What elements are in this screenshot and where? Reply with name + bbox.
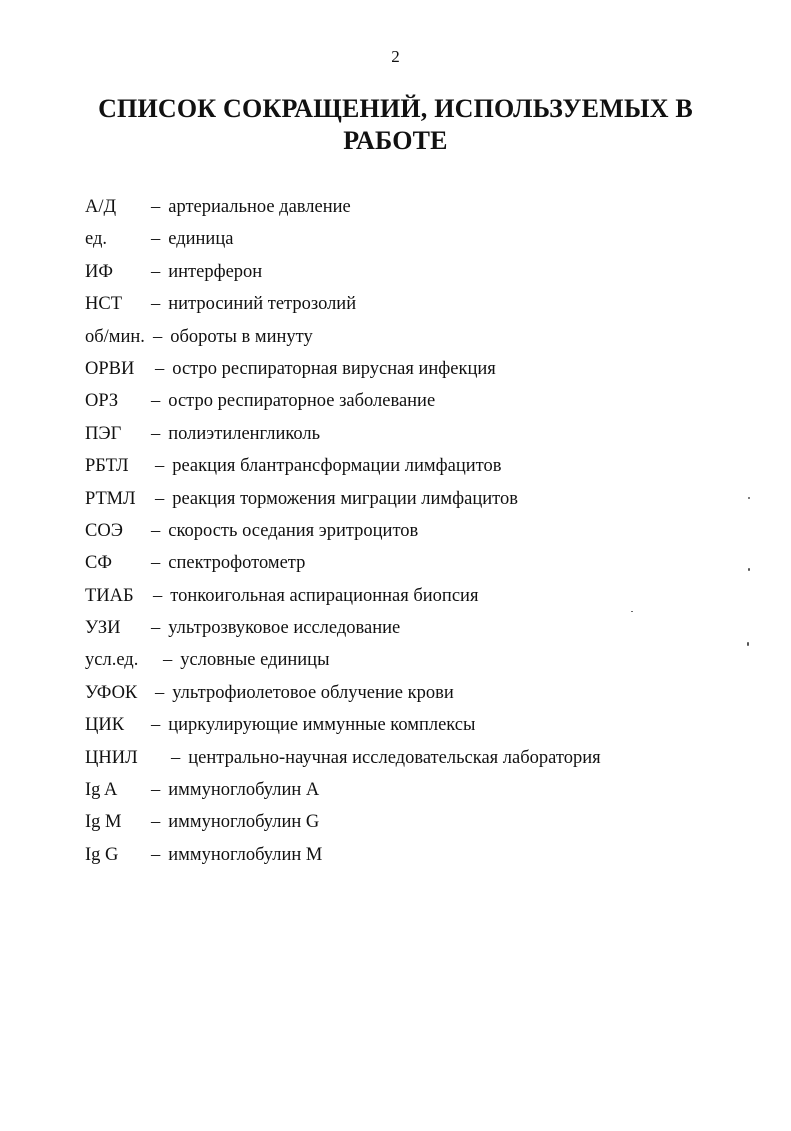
abbreviation-row [85, 385, 725, 417]
abbreviation-definition: нитросиний тетрозолий [168, 294, 357, 315]
abbreviation-dash: – [151, 294, 161, 315]
abbreviation-term: ЦИК [85, 715, 125, 736]
abbreviation-row [85, 677, 725, 709]
abbreviation-term: Ig M [85, 812, 122, 833]
abbreviation-dash: – [151, 780, 161, 801]
abbreviation-definition: артериальное давление [168, 197, 351, 217]
abbreviation-term: Ig A [85, 780, 118, 801]
abbreviation-term: РБТЛ [85, 456, 129, 477]
abbreviation-row [85, 353, 725, 385]
abbreviation-term: об/мин. [85, 326, 145, 347]
abbreviation-row [85, 774, 725, 806]
abbreviation-row [85, 191, 725, 223]
page-title: СПИСОК СОКРАЩЕНИЙ, ИСПОЛЬЗУЕМЫХ В РАБОТЕ [98, 94, 693, 155]
abbreviation-definition: иммуноглобулин G [168, 812, 320, 833]
abbreviation-dash: – [155, 682, 165, 703]
page-number: 2 [391, 47, 400, 66]
scan-speck [748, 497, 750, 499]
abbreviation-definition: спектрофотометр [168, 553, 306, 574]
abbreviation-row [85, 839, 725, 871]
abbreviation-definition: центрально-научная исследовательская лаборатория [188, 747, 601, 768]
abbreviation-term: ПЭГ [85, 423, 122, 444]
abbreviation-dash: – [151, 715, 161, 736]
abbreviation-row [85, 580, 725, 612]
abbreviation-definition: ультрофиолетовое облучение крови [172, 682, 454, 703]
abbreviation-definition: иммуноглобулин А [168, 780, 320, 801]
abbreviation-row [85, 450, 725, 482]
abbreviation-dash: – [151, 423, 161, 444]
abbreviation-dash: – [151, 618, 161, 639]
abbreviation-dash: – [151, 197, 161, 217]
abbreviation-dash: – [151, 844, 161, 865]
abbreviation-term: УФОК [85, 682, 138, 703]
scan-speck [631, 611, 633, 612]
abbreviation-dash: – [151, 812, 161, 833]
abbreviation-definition: реакция блантрансформации лимфацитов [172, 456, 502, 477]
abbreviation-definition: обороты в минуту [170, 326, 313, 347]
abbreviation-term: НСТ [85, 294, 122, 315]
abbreviation-row [85, 612, 725, 644]
abbreviation-row [85, 483, 725, 515]
abbreviation-dash: – [155, 456, 165, 477]
abbreviation-dash: – [153, 326, 163, 347]
abbreviation-definition: скорость оседания эритроцитов [168, 520, 419, 541]
abbreviation-dash: – [151, 520, 161, 541]
abbreviation-term: ИФ [85, 261, 113, 282]
abbreviation-term: УЗИ [85, 618, 121, 639]
abbreviation-term: ОРЗ [85, 391, 119, 412]
abbreviation-term: РТМЛ [85, 488, 136, 509]
abbreviation-definition: реакция торможения миграции лимфацитов [172, 488, 518, 509]
abbreviation-row [85, 709, 725, 741]
abbreviation-term: СОЭ [85, 520, 123, 541]
abbreviation-dash: – [155, 488, 165, 509]
abbreviation-dash: – [171, 747, 181, 768]
abbreviation-definition: ультрозвуковое исследование [168, 618, 401, 639]
abbreviation-definition: интерферон [168, 261, 263, 282]
abbreviation-row [85, 806, 725, 838]
abbreviation-definition: циркулирующие иммунные комплексы [168, 715, 476, 736]
abbreviation-dash: – [151, 229, 161, 250]
abbreviation-term: ед. [85, 229, 108, 250]
abbreviation-definition: остро респираторное заболевание [168, 391, 436, 412]
abbreviation-row [85, 547, 725, 579]
abbreviation-definition: иммуноглобулин М [168, 844, 323, 865]
abbreviation-list [85, 191, 725, 871]
abbreviation-term: А/Д [85, 197, 117, 217]
abbreviation-definition: единица [168, 229, 234, 250]
abbreviation-dash: – [153, 585, 163, 606]
abbreviation-row [85, 515, 725, 547]
abbreviation-definition: полиэтиленгликоль [168, 423, 321, 444]
abbreviation-row [85, 256, 725, 288]
abbreviation-row [85, 288, 725, 320]
scan-speck [748, 568, 750, 571]
abbreviation-row [85, 644, 725, 676]
abbreviation-dash: – [151, 391, 161, 412]
scan-speck [747, 642, 749, 646]
abbreviation-dash: – [163, 650, 173, 671]
abbreviation-term: ОРВИ [85, 358, 135, 379]
abbreviation-definition: условные единицы [180, 650, 330, 671]
abbreviation-definition: остро респираторная вирусная инфекция [172, 358, 496, 379]
abbreviation-definition: тонкоигольная аспирационная биопсия [170, 585, 479, 606]
abbreviation-row [85, 223, 725, 255]
abbreviation-row [85, 321, 725, 353]
abbreviation-term: ЦНИЛ [85, 747, 138, 768]
abbreviation-term: СФ [85, 553, 112, 574]
abbreviation-term: Ig G [85, 844, 119, 865]
abbreviation-dash: – [155, 358, 165, 379]
abbreviation-term: ТИАБ [85, 585, 134, 606]
abbreviation-row [85, 418, 725, 450]
abbreviation-dash: – [151, 261, 161, 282]
abbreviation-dash: – [151, 553, 161, 574]
abbreviation-row [85, 742, 725, 774]
abbreviation-term: усл.ед. [85, 650, 139, 671]
